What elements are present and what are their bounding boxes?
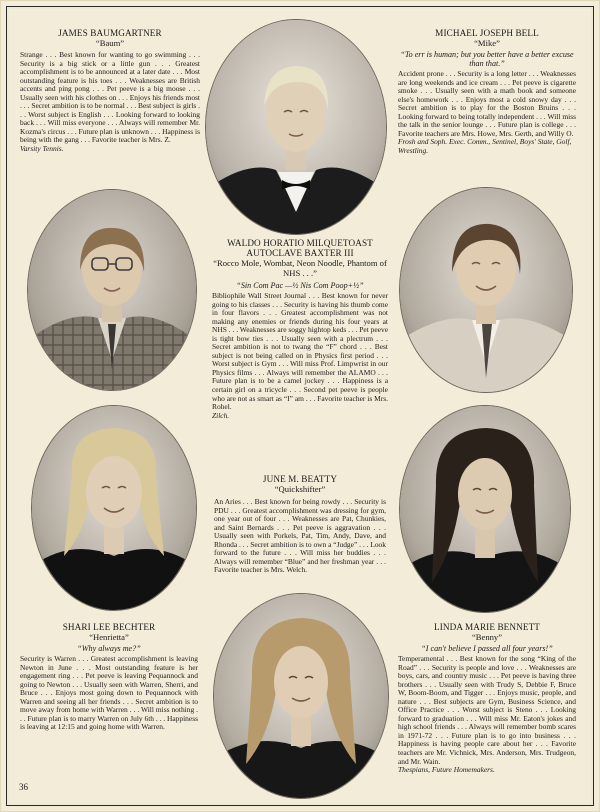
student-name: JAMES BAUMGARTNER — [58, 28, 162, 38]
portrait-beatty — [400, 406, 570, 612]
entry-baumgartner — [20, 28, 200, 154]
student-name: SHARI LEE BECHTER — [62, 622, 156, 632]
entry-baxter — [212, 238, 388, 420]
portrait-baumgartner — [206, 20, 386, 234]
student-writeup: Temperamental . . . Best known for the song “King of the Road” . . . Security is people and love . . . Weaknesses are boys, cars, and country music . . . Pet peeve is having three brothers . . . Usually seen with Trudy S, Debbie F, Bruce W, Boom-Boom, and Tigger . . . Enjoys music, people, and nature . . . Best subjects are Gym, Business Science, and Office Practice . . . Worst subject is Steno . . . Looking forward to graduation . . . Will miss Mr. Eaton's jokes and high school friends . . . Always will remember bomb scares in 1971-72 . . . Future plan is to go into business . . . Happiness is having people care about her . . . Favorite teachers are Mr. Vichnick, Mrs. Anderson, Mrs. Trudgeon, and Mr. Wain. — [398, 654, 576, 766]
student-nickname: “Mike” — [474, 38, 500, 48]
entry-bechter — [20, 622, 198, 732]
student-writeup: Security is Warren . . . Greatest accomplishment is leaving Newton in June . . . Most outstanding feature is her engagement ring . . . Pet peeve is leaving Pequannock and going to Newton . . . Usually seen with Warren, Sherri, and Bruce . . . Enjoys most going down to Pequannock with Warren and seeing all her friends . . . Secret ambition is to move away from home with Warren . . . Will miss nothing . . . Future plan is to marry Warren on July 6th . . . Happiness is leaving at 12:15 and going home with Warren. — [20, 654, 198, 732]
entry-beatty — [214, 474, 386, 575]
portrait-bennett — [214, 594, 388, 798]
student-nickname: “Henrietta” — [89, 632, 129, 642]
student-activities: Zilch. — [212, 410, 230, 420]
student-activities: Varsity Tennis. — [20, 144, 64, 154]
page-number: 36 — [19, 782, 28, 792]
entry-bennett — [398, 622, 576, 775]
student-nickname: “Quickshifter” — [274, 484, 326, 494]
entry-bell — [398, 28, 576, 155]
portrait-photo-icon — [214, 594, 388, 798]
student-writeup: Strange . . . Best known for wanting to go swimming . . . Security is a big stick or a little gun . . . Greatest accomplishment is to be announced at a later date . . . Most outstanding feature is his toes . . . Weaknesses are British accents and ping pong . . . Pet peeve is a big moose . . . Usually seen with his clothes on . . . Enjoys his friends most . . . Secret ambition is to be normal . . . Best subject is girls . . . Worst subject is English . . . Looking forward to looking back . . . Will miss everyone . . . Always will remember Mr. Kozma's circus . . . Future plan is unknown . . . Happiness is being with the gang . . . Favorite teacher is Mrs. Z. — [20, 50, 200, 145]
student-activities: Thespians, Future Homemakers. — [398, 765, 495, 775]
student-quote: “I can't believe I passed all four years!” — [421, 644, 553, 653]
portrait-photo-icon — [28, 190, 196, 390]
student-nickname: “Benny” — [471, 632, 503, 642]
student-quote: “Why always me?” — [77, 644, 141, 653]
portrait-photo-icon — [400, 188, 572, 392]
student-writeup: Bibliophile Wall Street Journal . . . Best known for never going to his classes . . . Security is having his thumb come in four flavors . . . Greatest accomplishment was not making any enemies or friends during his four years at NHS . . . Weaknesses are soggy hightop keds . . . Pet peeve is tight bow ties . . . Usually seen with a plectrum . . . Secret ambition is not to twang the “F” chord . . . Best subject is not being called on in Physics first period . . . Worst subject is Gym . . . Will miss Prof. Limpwrist in our Physics films . . . Always will remember the ALAMO . . . Future plan is to be a camel jockey . . . Happiness is a certain girl on a tricycle . . . Second pet peeve is people who are not as smart as “I” am . . . Favorite teacher is Mrs. Rohel. — [212, 291, 388, 412]
portrait-photo-icon — [400, 406, 570, 612]
portrait-baxter — [400, 188, 572, 392]
portrait-bechter — [32, 406, 196, 610]
student-nickname: “Rocco Mole, Wombat, Neon Noodle, Phantom of NHS . . .” — [213, 258, 387, 278]
student-name: MICHAEL JOSEPH BELL — [435, 28, 539, 38]
student-name: JUNE M. BEATTY — [262, 474, 338, 484]
student-name-line2: AUTOCLAVE BAXTER III — [246, 248, 354, 258]
student-writeup: Accident prone . . . Security is a long letter . . . Weaknesses are long weekends and ice cream . . . Pet peeve is cigarette smoke . . . Usually seen with a math book and someone else's homework . . . Enjoys most a cold snowy day . . . Secret ambition is to play for the Boston Bruins . . . Looking forward to being totally independent . . . Will miss the talk in the senior lounge . . . Future plan is college . . . Favorite teachers are Mrs. Howe, Mrs. Gerth, and Willy O. — [398, 69, 576, 138]
student-activities: Frosh and Soph. Exec. Comm., Sentinel, Boys' State, Golf, Wrestling. — [398, 137, 572, 155]
student-nickname: “Baum” — [95, 38, 125, 48]
portrait-photo-icon — [32, 406, 196, 610]
portrait-bell — [28, 190, 196, 390]
student-name: LINDA MARIE BENNETT — [433, 622, 540, 632]
student-writeup: An Aries . . . Best known for being rowdy . . . Security is PDU . . . Greatest accomplishment was dressing for gym, one year out of four . . . Weaknesses are Pat, Chunkies, and Saint Bernards . . . Pet peeve is aggravation . . . Usually seen with Porkels, Pat, Tim, Andy, Dave, and Rhonda . . . Secret ambition is to own a “Judge” . . . Look forward to the future . . . Will miss her buddies . . . Always will remember “Blue” and her freshman year . . . Favorite teacher is Mrs. Welch. — [214, 497, 386, 575]
portrait-photo-icon — [206, 20, 386, 234]
student-quote: “To err is human; but you better have a better excuse than that.” — [400, 50, 574, 68]
student-quote: “Sin Com Pac —½ Nis Com Poop+½” — [236, 281, 364, 290]
student-name: WALDO HORATIO MILQUETOAST — [227, 238, 373, 248]
